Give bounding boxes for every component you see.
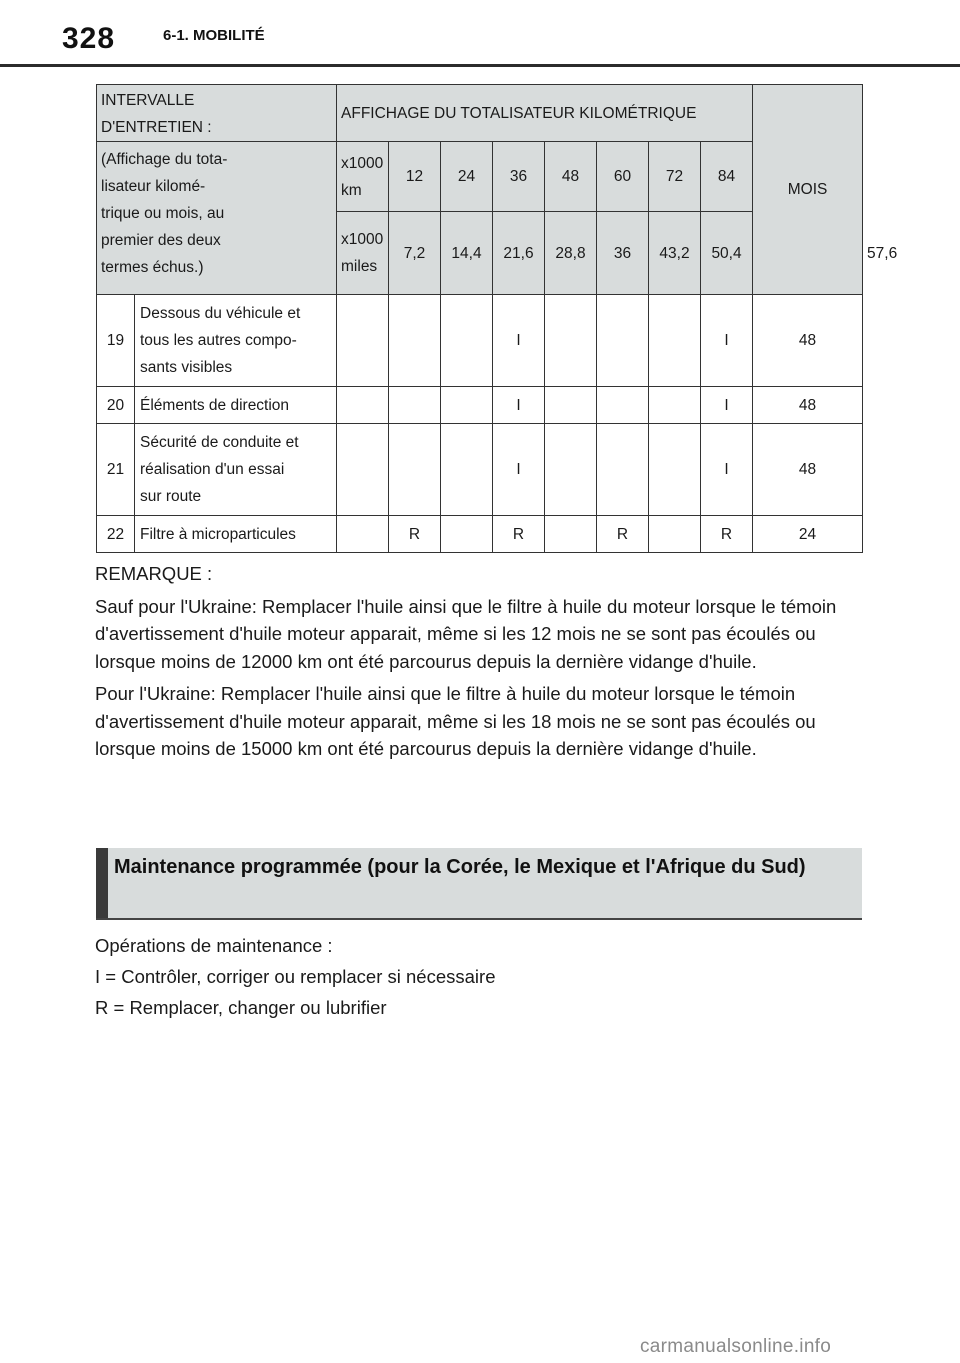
row-cell: I — [493, 295, 545, 387]
row-cell — [597, 424, 649, 516]
note-line: termes échus.) — [101, 259, 204, 276]
row-cell — [649, 387, 701, 424]
miles-value: 7,2 — [389, 212, 441, 295]
section-heading-box — [96, 848, 862, 920]
km-unit-cell — [337, 142, 389, 212]
row-cell: R — [701, 516, 753, 553]
page-number: 328 — [62, 22, 116, 55]
row-cell: I — [701, 424, 753, 516]
note-line: premier des deux — [101, 232, 221, 249]
odometer-note-cell — [97, 142, 337, 295]
row-cell — [649, 295, 701, 387]
row-cell — [389, 387, 441, 424]
remark-title: REMARQUE : — [95, 563, 213, 584]
interval-label-line: INTERVALLE — [101, 92, 195, 109]
row-cell: I — [701, 387, 753, 424]
row-cell — [441, 516, 493, 553]
row-number: 22 — [97, 516, 135, 553]
table-row — [97, 516, 863, 553]
row-cell — [337, 424, 389, 516]
row-cell — [441, 387, 493, 424]
row-cell — [441, 295, 493, 387]
row-months: 48 — [753, 295, 863, 387]
row-cell — [545, 516, 597, 553]
miles-value: 50,4 — [701, 212, 753, 295]
item-line: Filtre à microparticules — [140, 525, 296, 543]
row-cell: R — [493, 516, 545, 553]
watermark: carmanualsonline.info — [640, 1336, 832, 1357]
table-row — [97, 295, 863, 387]
operations-title: Opérations de maintenance : — [95, 935, 333, 956]
miles-value: 43,2 — [649, 212, 701, 295]
miles-row: x1000 miles 7,2 14,4 21,6 28,8 36 43,2 50,4 57,6 — [97, 212, 863, 295]
row-cell: I — [701, 295, 753, 387]
table-header-row — [97, 85, 863, 142]
unit-line: km — [341, 181, 362, 199]
row-cell — [441, 424, 493, 516]
row-cell: I — [493, 424, 545, 516]
row-item — [135, 387, 337, 424]
row-months: 48 — [753, 387, 863, 424]
operations-item: I = Contrôler, corriger ou remplacer si nécessaire — [95, 966, 496, 987]
row-item — [135, 424, 337, 516]
row-item — [135, 295, 337, 387]
row-cell — [597, 387, 649, 424]
row-cell: I — [493, 387, 545, 424]
maintenance-schedule-table — [96, 84, 898, 553]
row-cell — [545, 424, 597, 516]
header-rule — [0, 64, 960, 67]
row-cell — [545, 387, 597, 424]
item-line: Éléments de direction — [140, 396, 290, 414]
miles-value: 28,8 — [545, 212, 597, 295]
odometer-label-cell: AFFICHAGE DU TOTALISATEUR KILOMÉTRIQUE — [337, 85, 753, 142]
km-value: 36 — [493, 142, 545, 212]
miles-value: 21,6 — [493, 212, 545, 295]
km-value: 72 — [649, 142, 701, 212]
months-label-cell: MOIS — [753, 85, 863, 295]
item-line: Dessous du véhicule et — [140, 305, 301, 322]
row-months: 48 — [753, 424, 863, 516]
unit-line: x1000 — [341, 231, 384, 248]
item-line: sants visibles — [140, 359, 233, 376]
row-cell — [337, 387, 389, 424]
row-cell — [337, 295, 389, 387]
km-value: 24 — [441, 142, 493, 212]
remark-paragraph: Pour l'Ukraine: Remplacer l'huile ainsi que le filtre à huile du moteur lorsque le témoin d'avertissement d'huile moteur apparait, même si les 18 mois ne se sont pas écoulés ou lorsque moins de 15000 km ont été parcourus depuis la dernière vidange d'huile. — [95, 683, 816, 759]
note-line: trique ou mois, au — [101, 205, 225, 222]
km-value: 84 — [701, 142, 753, 212]
section-heading-bar — [96, 848, 108, 918]
km-row — [97, 142, 863, 212]
row-cell: R — [597, 516, 649, 553]
unit-line: miles — [341, 258, 378, 275]
row-cell — [597, 295, 649, 387]
row-number: 19 — [97, 295, 135, 387]
row-cell — [389, 424, 441, 516]
km-value: 48 — [545, 142, 597, 212]
row-cell — [649, 424, 701, 516]
section-label: 6-1. MOBILITÉ — [163, 27, 265, 44]
operations-item: R = Remplacer, changer ou lubrifier — [95, 997, 387, 1018]
miles-value: 14,4 — [441, 212, 493, 295]
interval-label-cell — [97, 85, 337, 142]
operations-block — [95, 930, 865, 1023]
row-cell — [337, 516, 389, 553]
row-cell — [389, 295, 441, 387]
row-item — [135, 516, 337, 553]
note-line: lisateur kilomé- — [101, 178, 206, 195]
item-line: sur route — [140, 488, 202, 505]
item-line: tous les autres compo- — [140, 332, 297, 349]
km-value: 60 — [597, 142, 649, 212]
row-cell: R — [389, 516, 441, 553]
table-row — [97, 387, 863, 424]
page-header — [0, 0, 960, 66]
remark-paragraph: Sauf pour l'Ukraine: Remplacer l'huile ainsi que le filtre à huile du moteur lorsque le témoin d'avertissement d'huile moteur apparait, même si les 12 mois ne se sont pas écoulés ou lorsque moins de 12000 km ont été parcourus depuis la dernière vidange d'huile. — [95, 595, 837, 672]
note-line: (Affichage du tota- — [101, 151, 228, 168]
item-line: Sécurité de conduite et — [140, 434, 299, 451]
row-cell — [545, 295, 597, 387]
item-line: réalisation d'un essai — [140, 461, 285, 478]
table-row — [97, 424, 863, 516]
km-value: 12 — [389, 142, 441, 212]
row-number: 20 — [97, 387, 135, 424]
row-number: 21 — [97, 424, 135, 516]
miles-unit-cell — [337, 212, 389, 295]
interval-label-line: D'ENTRETIEN : — [101, 119, 212, 136]
miles-value: 36 — [597, 212, 649, 295]
unit-line: x1000 — [341, 154, 384, 172]
row-cell — [649, 516, 701, 553]
section-heading-title: Maintenance programmée (pour la Corée, le Mexique et l'Afrique du Sud) — [114, 856, 806, 878]
remark-block — [95, 560, 865, 768]
row-months: 24 — [753, 516, 863, 553]
